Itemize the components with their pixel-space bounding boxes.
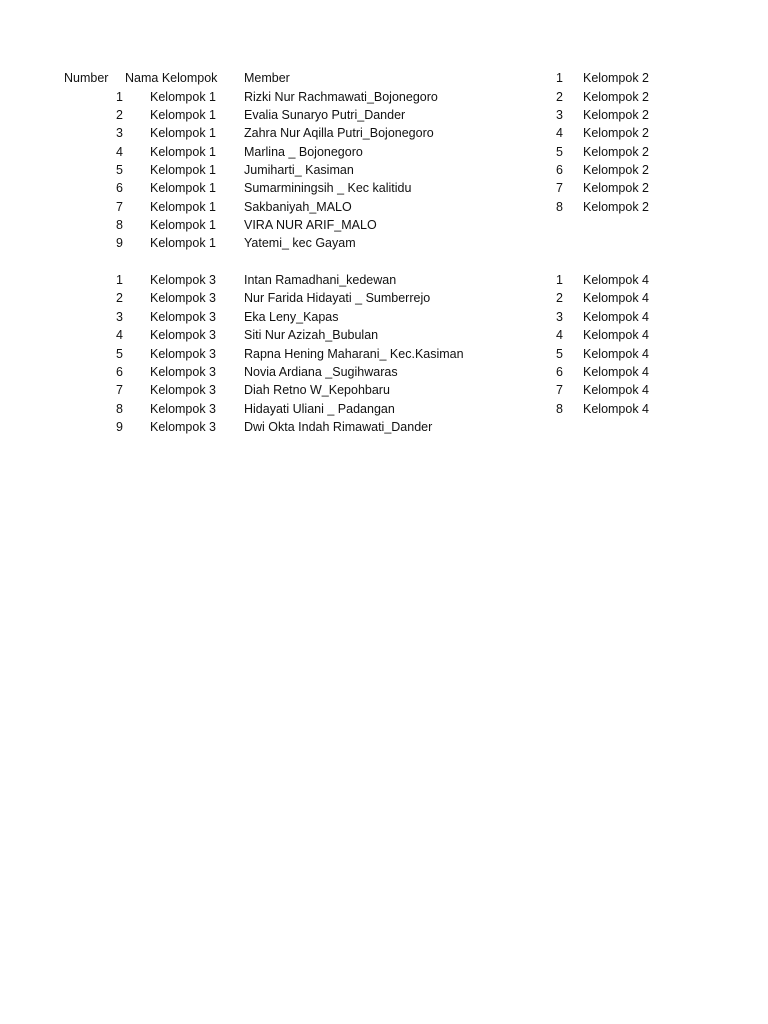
table-row: [0, 234, 768, 252]
k3-member: Eka Leny_Kapas: [244, 310, 339, 324]
k1-member: Rizki Nur Rachmawati_Bojonegoro: [244, 90, 438, 104]
k4-number: 8: [556, 402, 563, 416]
table-row: [0, 289, 768, 307]
k1-number: 4: [116, 145, 123, 159]
k1-group: Kelompok 1: [150, 181, 217, 195]
k2-number: 3: [556, 108, 563, 122]
k1-member: Jumiharti_ Kasiman: [244, 163, 354, 177]
table-row: [0, 179, 768, 197]
k4-number: 5: [556, 347, 563, 361]
table-row: [0, 216, 768, 234]
k3-number: 2: [116, 291, 123, 305]
k4-group: Kelompok 4: [583, 273, 650, 287]
k3-group: Kelompok 3: [150, 383, 217, 397]
k1-member: Evalia Sunaryo Putri_Dander: [244, 108, 406, 122]
k3-member: Nur Farida Hidayati _ Sumberrejo: [244, 291, 431, 305]
table-row: [0, 161, 768, 179]
k3-number: 3: [116, 310, 123, 324]
k4-group: Kelompok 4: [583, 291, 650, 305]
k2-number: 5: [556, 145, 563, 159]
k1-number: 1: [116, 90, 123, 104]
k4-group: Kelompok 4: [583, 347, 650, 361]
k2-group: Kelompok 2: [583, 181, 650, 195]
k2-number: 2: [556, 90, 563, 104]
k1-number: 8: [116, 218, 123, 232]
header-row: [0, 69, 768, 87]
k1-member: Yatemi_ kec Gayam: [244, 236, 356, 250]
k3-group: Kelompok 3: [150, 310, 217, 324]
k1-member: VIRA NUR ARIF_MALO: [244, 218, 377, 232]
k2-group: Kelompok 2: [583, 90, 650, 104]
k4-number: 3: [556, 310, 563, 324]
k1-group: Kelompok 1: [150, 108, 217, 122]
k4-group: Kelompok 4: [583, 328, 650, 342]
table-row: [0, 326, 768, 344]
k3-member: Siti Nur Azizah_Bubulan: [244, 328, 379, 342]
k2-group: Kelompok 2: [583, 163, 650, 177]
k3-group: Kelompok 3: [150, 420, 217, 434]
k3-member: Diah Retno W_Kepohbaru: [244, 383, 390, 397]
table-row: [0, 345, 768, 363]
k4-number: 1: [556, 273, 563, 287]
k3-number: 9: [116, 420, 123, 434]
header-member: Member: [244, 71, 290, 85]
k1-group: Kelompok 1: [150, 145, 217, 159]
table-row: [0, 363, 768, 381]
k1-group: Kelompok 1: [150, 218, 217, 232]
k1-member: Sakbaniyah_MALO: [244, 200, 352, 214]
k3-member: Intan Ramadhani_kedewan: [244, 273, 397, 287]
k1-member: Zahra Nur Aqilla Putri_Bojonegoro: [244, 126, 434, 140]
k1-member: Marlina _ Bojonegoro: [244, 145, 363, 159]
k2-group: Kelompok 2: [583, 108, 650, 122]
k2-number: 8: [556, 200, 563, 214]
k3-member: Hidayati Uliani _ Padangan: [244, 402, 395, 416]
k1-number: 6: [116, 181, 123, 195]
table-row: [0, 198, 768, 216]
k4-number: 4: [556, 328, 563, 342]
k3-member: Novia Ardiana _Sugihwaras: [244, 365, 398, 379]
k2-group: Kelompok 2: [583, 71, 650, 85]
k4-group: Kelompok 4: [583, 383, 650, 397]
table-row: [0, 400, 768, 418]
k1-group: Kelompok 1: [150, 90, 217, 104]
k1-number: 9: [116, 236, 123, 250]
k1-number: 5: [116, 163, 123, 177]
k1-number: 2: [116, 108, 123, 122]
table-row: [0, 418, 768, 436]
k1-group: Kelompok 1: [150, 163, 217, 177]
k3-group: Kelompok 3: [150, 365, 217, 379]
k3-group: Kelompok 3: [150, 347, 217, 361]
table-row: [0, 271, 768, 289]
table-row: [0, 308, 768, 326]
k1-member: Sumarminingsih _ Kec kalitidu: [244, 181, 412, 195]
k4-group: Kelompok 4: [583, 402, 650, 416]
table-row: [0, 88, 768, 106]
k2-number: 4: [556, 126, 563, 140]
k4-group: Kelompok 4: [583, 310, 650, 324]
k2-number: 6: [556, 163, 563, 177]
k3-member: Rapna Hening Maharani_ Kec.Kasiman: [244, 347, 464, 361]
k3-number: 6: [116, 365, 123, 379]
k3-number: 1: [116, 273, 123, 287]
table-row: [0, 143, 768, 161]
k3-group: Kelompok 3: [150, 402, 217, 416]
k2-number: 1: [556, 71, 563, 85]
k3-member: Dwi Okta Indah Rimawati_Dander: [244, 420, 433, 434]
k2-group: Kelompok 2: [583, 145, 650, 159]
k4-group: Kelompok 4: [583, 365, 650, 379]
k4-number: 7: [556, 383, 563, 397]
table-row: [0, 106, 768, 124]
k1-group: Kelompok 1: [150, 126, 217, 140]
k3-group: Kelompok 3: [150, 273, 217, 287]
k1-number: 7: [116, 200, 123, 214]
k4-number: 2: [556, 291, 563, 305]
k1-group: Kelompok 1: [150, 236, 217, 250]
table-row: [0, 124, 768, 142]
k1-group: Kelompok 1: [150, 200, 217, 214]
k2-group: Kelompok 2: [583, 126, 650, 140]
k1-number: 3: [116, 126, 123, 140]
k2-number: 7: [556, 181, 563, 195]
k3-group: Kelompok 3: [150, 291, 217, 305]
k3-number: 8: [116, 402, 123, 416]
k2-group: Kelompok 2: [583, 200, 650, 214]
k3-group: Kelompok 3: [150, 328, 217, 342]
k3-number: 4: [116, 328, 123, 342]
k4-number: 6: [556, 365, 563, 379]
k3-number: 7: [116, 383, 123, 397]
table-row: [0, 381, 768, 399]
k3-number: 5: [116, 347, 123, 361]
header-number: Number: [64, 71, 109, 85]
header-group: Nama Kelompok: [125, 71, 218, 85]
